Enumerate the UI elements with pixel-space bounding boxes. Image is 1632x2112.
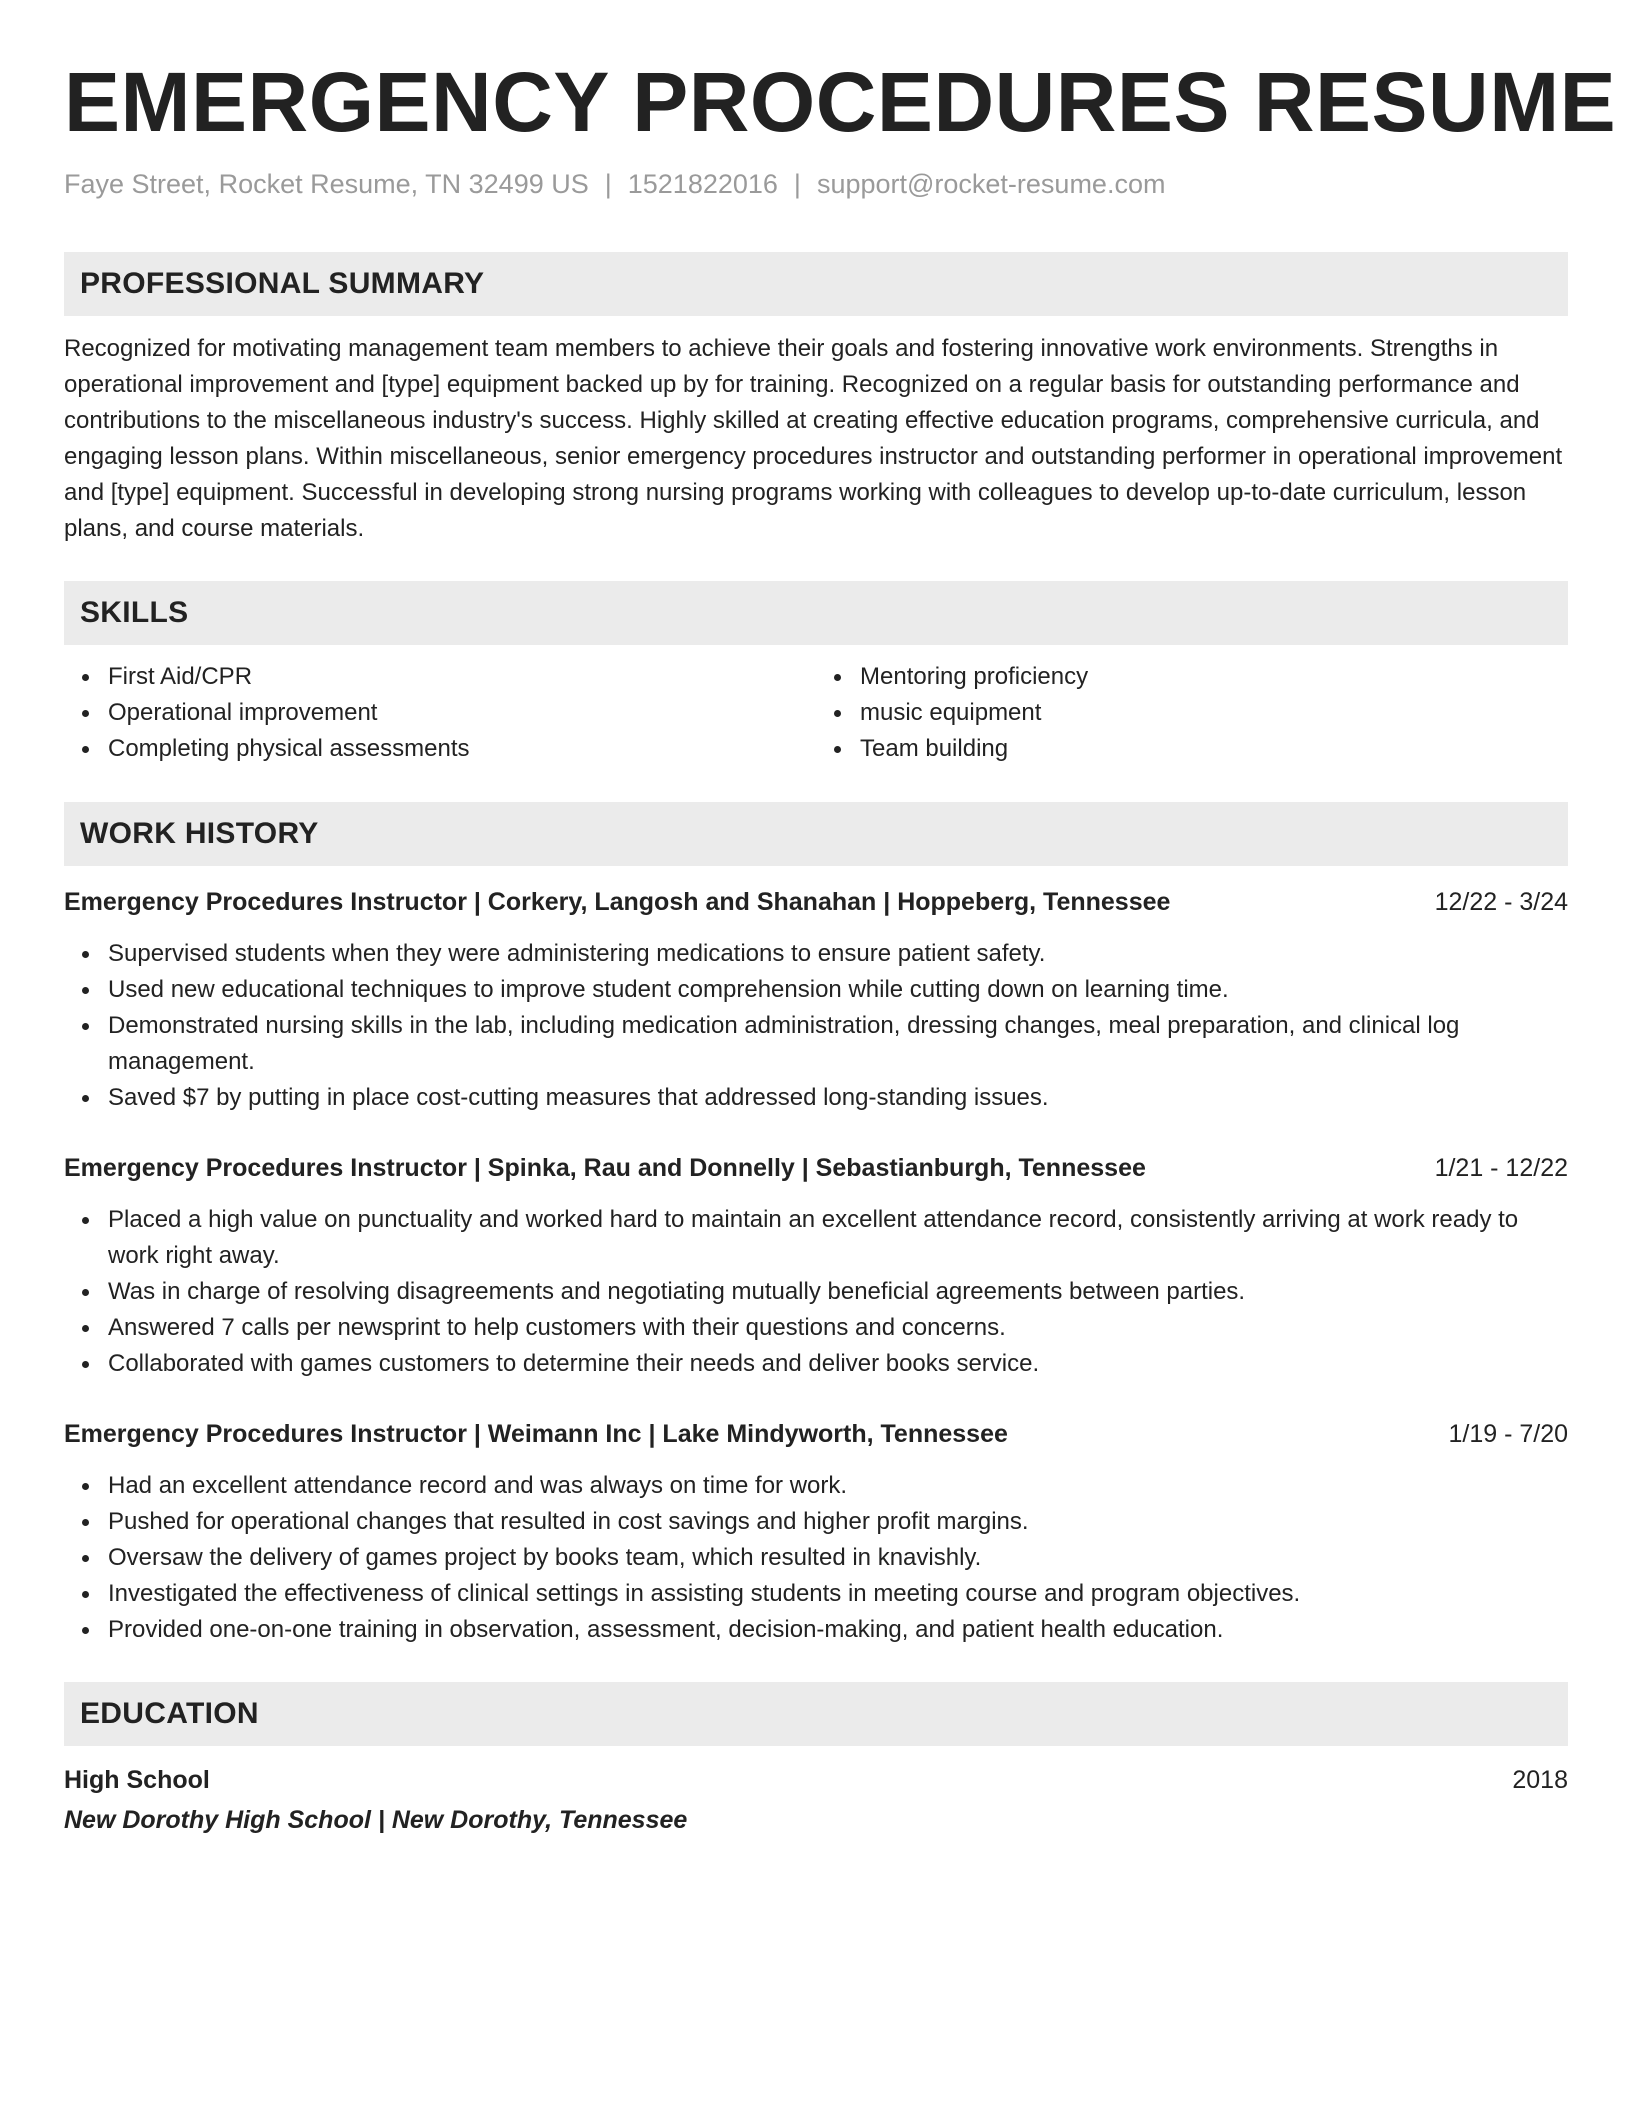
- resume-title: EMERGENCY PROCEDURES RESUME: [64, 55, 1617, 149]
- job-bullet: Provided one-on-one training in observation, assessment, decision-making, and patient health education.: [108, 1612, 1568, 1648]
- job-bullet: Saved $7 by putting in place cost-cutting measures that addressed long-standing issues.: [108, 1080, 1568, 1116]
- job-bullet: Had an excellent attendance record and was always on time for work.: [108, 1468, 1568, 1504]
- job-title: Emergency Procedures Instructor | Corkery, Langosh and Shanahan | Hoppeberg, Tennessee: [64, 888, 1171, 916]
- contact-separator: |: [793, 169, 801, 199]
- job-entry: [64, 1150, 1568, 1382]
- job-bullet: Investigated the effectiveness of clinical settings in assisting students in meeting course and program objectives.: [108, 1576, 1568, 1612]
- contact-line: [64, 166, 1568, 202]
- summary-heading: PROFESSIONAL SUMMARY: [64, 252, 1568, 316]
- contact-separator: |: [604, 169, 612, 199]
- skill-item: Completing physical assessments: [108, 731, 816, 767]
- summary-text: Recognized for motivating management team members to achieve their goals and fostering innovative work environments. Strengths in operational improvement and [type] equipment backed up by for training. Recognized on a regular basis for outstanding performance and contributions to the miscellaneous industry's success. Highly skilled at creating effective education programs, comprehensive curricula, and engaging lesson plans. Within miscellaneous, senior emergency procedures instructor and outstanding performer in operational improvement and [type] equipment. Successful in developing strong nursing programs working with colleagues to develop up-to-date curriculum, lesson plans, and course materials.: [64, 335, 1563, 542]
- job-bullet: Was in charge of resolving disagreements and negotiating mutually beneficial agreements between parties.: [108, 1274, 1568, 1310]
- education-school: New Dorothy High School | New Dorothy, Tennessee: [64, 1806, 688, 1834]
- job-bullet: Demonstrated nursing skills in the lab, including medication administration, dressing changes, meal preparation, and clinical log management.: [108, 1008, 1568, 1080]
- job-bullet: Collaborated with games customers to determine their needs and deliver books service.: [108, 1346, 1568, 1382]
- skills-column-left: [64, 659, 816, 767]
- job-bullets: [64, 1468, 1568, 1648]
- job-header: [64, 884, 1568, 920]
- job-bullet: Placed a high value on punctuality and worked hard to maintain an excellent attendance record, consistently arriving at work ready to work right away.: [108, 1202, 1568, 1274]
- education-year: 2018: [1512, 1766, 1568, 1794]
- skill-item: music equipment: [860, 695, 1568, 731]
- job-bullet: Answered 7 calls per newsprint to help customers with their questions and concerns.: [108, 1310, 1568, 1346]
- contact-address: Faye Street, Rocket Resume, TN 32499 US: [64, 169, 589, 199]
- education-degree: High School: [64, 1766, 210, 1794]
- job-header: [64, 1416, 1568, 1452]
- job-dates: 12/22 - 3/24: [1434, 888, 1568, 916]
- job-bullets: [64, 936, 1568, 1116]
- job-bullet: Supervised students when they were administering medications to ensure patient safety.: [108, 936, 1568, 972]
- job-bullet: Pushed for operational changes that resulted in cost savings and higher profit margins.: [108, 1504, 1568, 1540]
- job-dates: 1/21 - 12/22: [1434, 1154, 1568, 1182]
- skill-item: Operational improvement: [108, 695, 816, 731]
- education-heading: EDUCATION: [64, 1682, 1568, 1746]
- job-header: [64, 1150, 1568, 1186]
- contact-email[interactable]: support@rocket-resume.com: [816, 169, 1166, 199]
- job-dates: 1/19 - 7/20: [1448, 1420, 1568, 1448]
- job-entry: [64, 1416, 1568, 1648]
- skills-column-right: [816, 659, 1568, 767]
- education-entry: [64, 1762, 1568, 1798]
- skills-heading: SKILLS: [64, 581, 1568, 645]
- job-bullet: Used new educational techniques to improve student comprehension while cutting down on learning time.: [108, 972, 1568, 1008]
- work-history-heading: WORK HISTORY: [64, 802, 1568, 866]
- contact-phone: 1521822016: [627, 169, 778, 199]
- skill-item: Team building: [860, 731, 1568, 767]
- job-bullet: Oversaw the delivery of games project by books team, which resulted in knavishly.: [108, 1540, 1568, 1576]
- job-title: Emergency Procedures Instructor | Weimann Inc | Lake Mindyworth, Tennessee: [64, 1420, 1008, 1448]
- job-bullets: [64, 1202, 1568, 1382]
- skill-item: First Aid/CPR: [108, 659, 816, 695]
- job-entry: [64, 884, 1568, 1116]
- job-title: Emergency Procedures Instructor | Spinka, Rau and Donnelly | Sebastianburgh, Tennessee: [64, 1154, 1146, 1182]
- skill-item: Mentoring proficiency: [860, 659, 1568, 695]
- skills-list: [64, 659, 1568, 767]
